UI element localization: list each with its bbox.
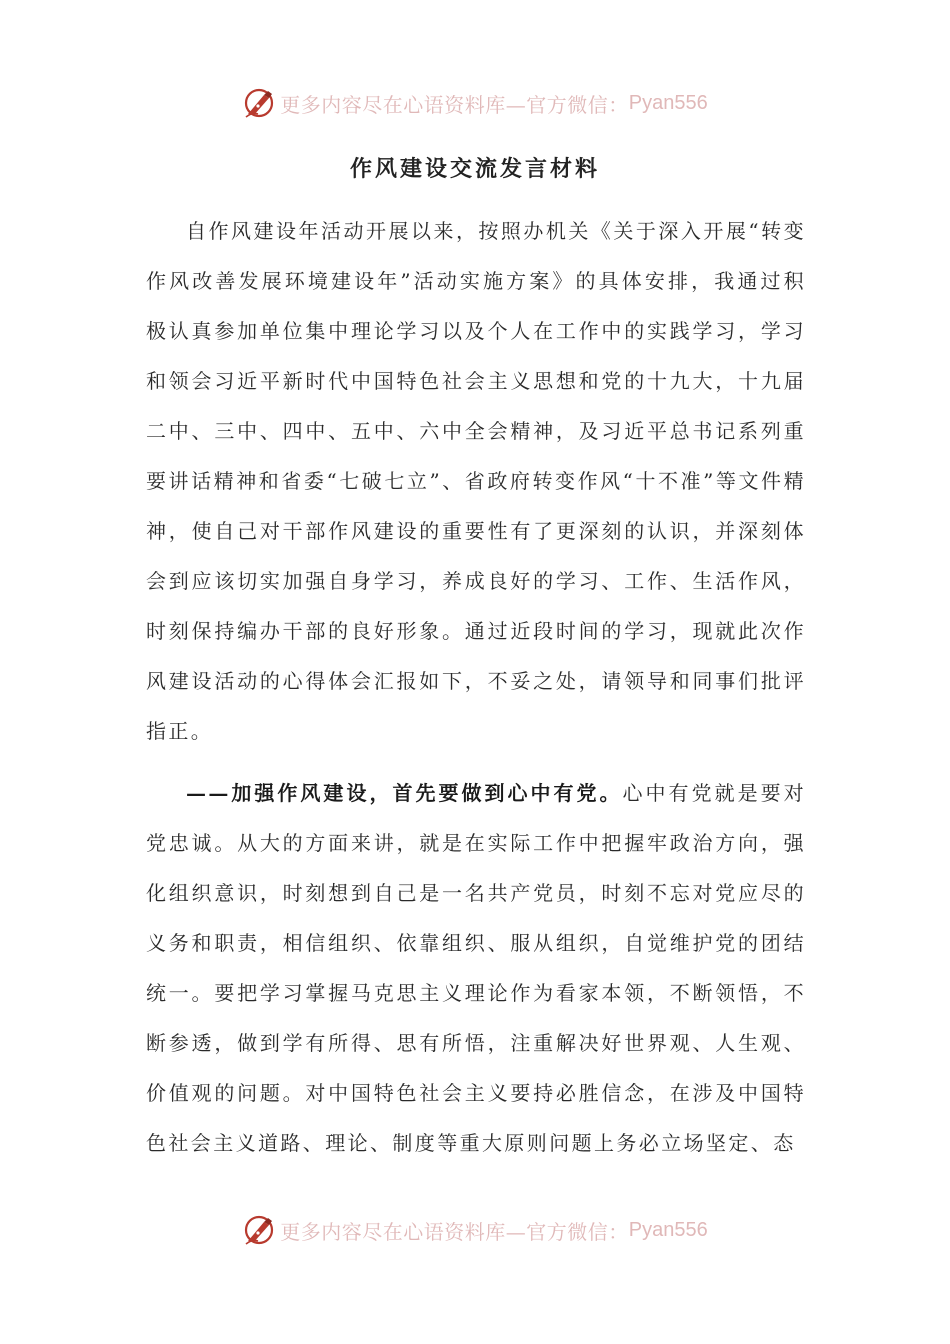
section-heading: ——加强作风建设，首先要做到心中有党。 [186, 781, 623, 805]
document-body [146, 206, 806, 1168]
banner-wechat-id: Pyan556 [628, 1218, 708, 1241]
pen-nib-logo-icon [242, 86, 276, 120]
pen-nib-logo-icon [242, 1213, 276, 1247]
header-banner [0, 83, 950, 123]
banner-wechat-id: Pyan556 [628, 91, 708, 114]
section-body: 心中有党就是要对党忠诚。从大的方面来讲，就是在实际工作中把握牢政治方向，强化组织意识，时刻想到自己是一名共产党员，时刻不忘对党应尽的义务和职责，相信组织、依靠组织、服从组织，自觉维护党的团结统一。要把学习掌握马克思主义理论作为看家本领，不断领悟，不断参透，做到学有所得、思有所悟，注重解决好世界观、人生观、价值观的问题。对中国特色社会主义要持必胜信念，在涉及中国特色社会主义道路、理论、制度等重大原则问题上务必立场坚定、态 [146, 781, 806, 1155]
paragraph-section-one [146, 768, 806, 1168]
paragraph-intro: 自作风建设年活动开展以来，按照办机关《关于深入开展“转变作风改善发展环境建设年”活动实施方案》的具体安排，我通过积极认真参加单位集中理论学习以及个人在工作中的实践学习，学习和领会习近平新时代中国特色社会主义思想和党的十九大，十九届二中、三中、四中、五中、六中全会精神，及习近平总书记系列重要讲话精神和省委“七破七立”、省政府转变作风“十不准”等文件精神，使自己对干部作风建设的重要性有了更深刻的认识，并深刻体会到应该切实加强自身学习，养成良好的学习、工作、生活作风，时刻保持编办干部的良好形象。通过近段时间的学习，现就此次作风建设活动的心得体会汇报如下，不妥之处，请领导和同事们批评指正。 [146, 219, 806, 743]
footer-banner [0, 1210, 950, 1250]
document-title: 作风建设交流发言材料 [349, 156, 600, 182]
banner-text: 更多内容尽在心语资料库—官方微信： [280, 1219, 629, 1244]
banner-text: 更多内容尽在心语资料库—官方微信： [280, 92, 629, 117]
